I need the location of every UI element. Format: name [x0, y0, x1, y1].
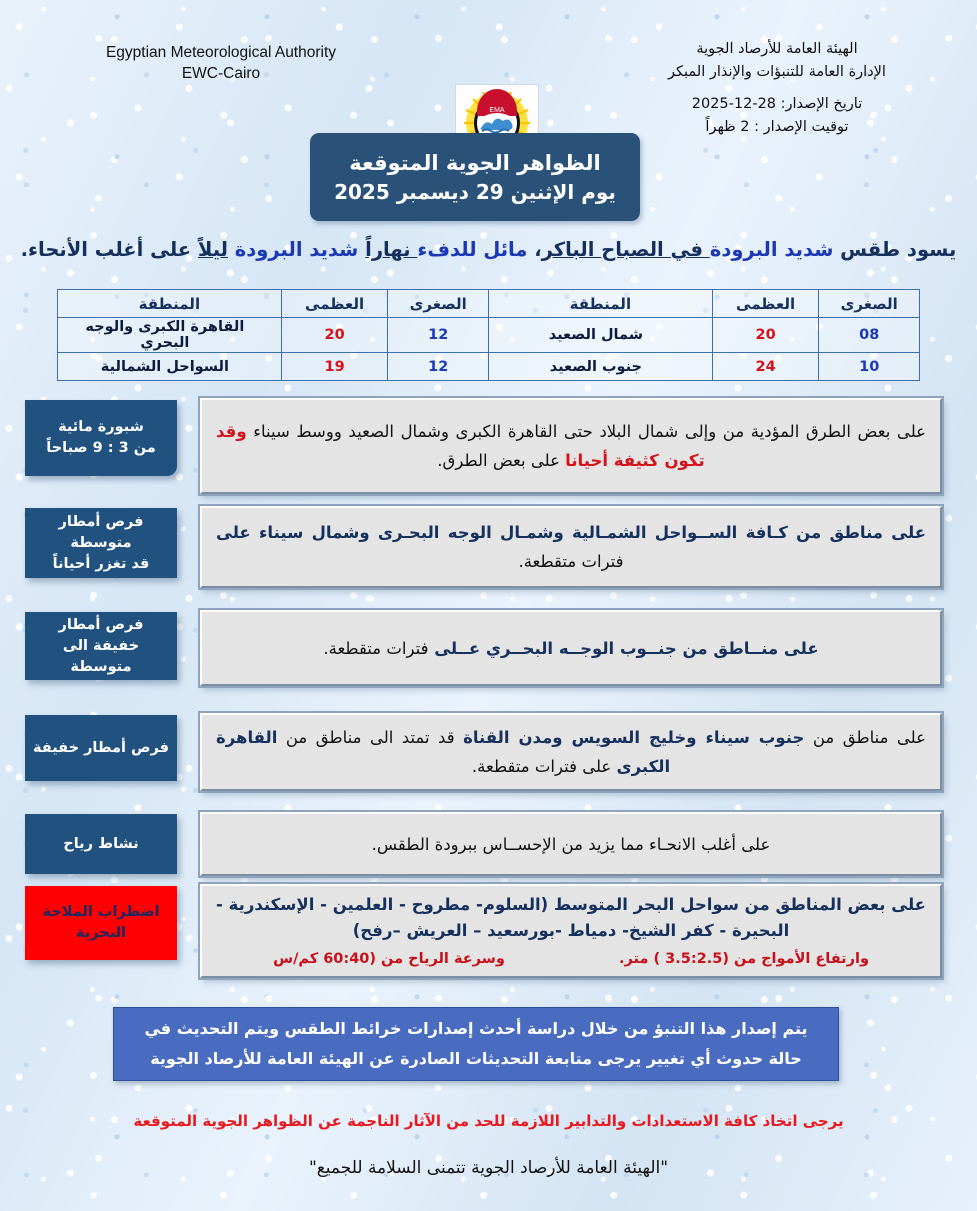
phenomenon-tag-moderate-rain	[25, 508, 177, 578]
summary-part-3: في الصباح الباكر	[541, 238, 710, 261]
svg-text:EMA: EMA	[489, 107, 505, 114]
header-min-right: الصغرى	[388, 290, 489, 318]
title-banner	[310, 133, 640, 221]
summary-part-8: ليلاً	[197, 238, 228, 261]
marine-desc-b: البحيرة - كفر الشيخ- دمياط -بورسعيد – العريش –رفح)	[352, 920, 790, 940]
header-center-en: EWC-Cairo	[181, 65, 261, 82]
header-region-right: المنطقة	[58, 290, 282, 318]
phenomenon-tag-fog	[25, 400, 177, 476]
marine-wave-height: وارتفاع الأمواج من (3.5:2.5 ) متر.	[619, 950, 869, 967]
phenomenon-description	[200, 506, 942, 588]
document-header	[0, 38, 977, 138]
summary-part-7: شديد البرودة	[228, 238, 366, 261]
tag-line-2: البحرية	[75, 925, 127, 941]
summary-part-1: يسود طقس	[833, 238, 957, 261]
phenomenon-tag-marine	[25, 886, 177, 960]
phenomenon-row-light-rain	[0, 713, 977, 797]
rain4-desc-d: القاهرة الكبرى	[216, 728, 671, 776]
table-header-row	[58, 290, 920, 318]
temperature-table	[57, 289, 920, 381]
fog-desc-b: وقد تكون كثيفة أحيانا	[216, 422, 705, 470]
tag-line-1: فرص أمطار متوسطة	[58, 513, 144, 551]
cell-min-left: 08	[819, 318, 920, 353]
marine-wind-speed: وسرعة الرياح من (60:40 كم/س	[273, 950, 505, 967]
header-department-ar: الإدارة العامة للتنبؤات والإنذار المبكر	[668, 64, 886, 80]
header-authority-en: Egyptian Meteorological Authority	[105, 44, 337, 61]
issue-date: تاريخ الإصدار: 28-12-2025	[691, 96, 863, 112]
tag-line-2: قد تغزر أحياناً	[52, 555, 150, 572]
phenomenon-row-marine	[0, 884, 977, 984]
header-max-right: العظمى	[281, 290, 388, 318]
closing-quote: "الهيئة العامة للأرصاد الجوية تتمنى السلامة للجميع"	[308, 1158, 669, 1178]
tag-line-1: شبورة مائية	[58, 419, 144, 435]
rain3-desc-a: على منــاطق من جنــوب الوجــه البحــري عــلى	[428, 638, 819, 658]
cell-region-left: شمال الصعيد	[489, 318, 713, 353]
phenomenon-description	[200, 610, 942, 686]
rain2-desc-c: فترات متقطعة.	[518, 552, 624, 571]
marine-desc-a: على بعض المناطق من سواحل البحر المتوسط (السلوم- مطروح - العلمين - الإسكندرية -	[216, 894, 926, 914]
update-notice	[113, 1007, 839, 1081]
rain3-desc-c: فترات متقطعة.	[323, 638, 429, 658]
page-title: الظواهر الجوية المتوقعة	[349, 150, 601, 175]
notice-line-1: يتم إصدار هذا التنبؤ من خلال دراسة أحدث إصدارات خرائط الطقس ويتم التحديث في حالة	[144, 1019, 808, 1068]
phenomenon-row-moderate-rain	[0, 506, 977, 594]
notice-line-2: حدوث أي تغيير يرجى متابعة التحديثات الصادرة عن الهيئة العامة للأرصاد الجوية	[150, 1049, 763, 1068]
fog-desc-c: على بعض الطرق.	[437, 451, 566, 470]
phenomenon-description	[200, 713, 942, 791]
rain4-desc-e: على فترات متقطعة.	[471, 757, 617, 776]
tag-line-1: نشاط رياح	[63, 835, 139, 852]
weather-summary	[0, 238, 977, 261]
phenomenon-tag-wind	[25, 814, 177, 874]
phenomenon-row-fog	[0, 398, 977, 498]
issue-time: توقيت الإصدار : 2 ظهراً	[705, 119, 849, 135]
cell-max-right: 19	[281, 353, 388, 381]
wind-desc-a: على أغلب الانحـاء مما يزيد من الإحســاس ببرودة الطقس.	[371, 834, 771, 854]
header-english-block	[56, 42, 386, 84]
summary-part-6: نهاراً	[365, 238, 418, 261]
rain4-desc-c: قد تمتد الى مناطق من	[277, 728, 464, 747]
header-min-left: الصغرى	[819, 290, 920, 318]
tag-line-2: خفيفة الى متوسطة	[62, 637, 140, 675]
rain4-desc-b: جنوب سيناء وخليج السويس ومدن القناة	[463, 728, 805, 747]
cell-min-right: 12	[388, 318, 489, 353]
phenomenon-tag-light-rain	[25, 715, 177, 781]
rain4-desc-a: على مناطق من	[804, 728, 926, 747]
phenomenon-description	[200, 398, 942, 494]
summary-part-4: ،	[527, 238, 542, 261]
tag-line-1: اضطراب الملاحة	[42, 904, 160, 920]
cell-min-right: 12	[388, 353, 489, 381]
cell-max-left: 20	[712, 318, 819, 353]
phenomenon-row-light-moderate-rain	[0, 610, 977, 692]
safety-warning: يرجى اتخاذ كافة الاستعدادات والتدابير اللازمة للحد من الآثار الناجمة عن الظواهر الجوية المتوقعة	[133, 1112, 844, 1130]
forecast-date: يوم الإثنين 29 ديسمبر 2025	[334, 179, 616, 204]
table-row	[58, 353, 920, 381]
summary-part-5: مائل للدفء	[417, 238, 528, 261]
cell-region-left: جنوب الصعيد	[489, 353, 713, 381]
header-max-left: العظمى	[712, 290, 819, 318]
summary-part-9: على أغلب الأنحاء.	[20, 238, 198, 261]
cell-region-right: السواحل الشمالية	[58, 353, 282, 381]
phenomenon-row-wind	[0, 812, 977, 882]
table-row	[58, 318, 920, 353]
cell-region-right: القاهرة الكبرى والوجه البحري	[58, 318, 282, 353]
phenomenon-tag-light-moderate-rain	[25, 612, 177, 680]
tag-line-1: فرص أمطار خفيفة	[33, 739, 170, 756]
phenomenon-description	[200, 812, 942, 876]
cell-max-left: 24	[712, 353, 819, 381]
cell-min-left: 10	[819, 353, 920, 381]
fog-desc-a: على بعض الطرق المؤدية من وإلى شمال البلاد حتى القاهرة الكبرى وشمال الصعيد ووسط سيناء	[246, 422, 926, 441]
tag-line-1: فرص أمطار	[58, 616, 144, 633]
cell-max-right: 20	[281, 318, 388, 353]
header-region-left: المنطقة	[489, 290, 713, 318]
rain2-desc-a: على مناطق من كـافة الســواحل الشمـالية وشمـال الوجه البحـرى وشمال سيناء على	[216, 523, 926, 542]
header-arabic-block	[607, 38, 947, 139]
header-authority-ar: الهيئة العامة للأرصاد الجوية	[696, 41, 858, 57]
summary-part-2: شديد البرودة	[709, 238, 834, 261]
tag-line-2: من 3 : 9 صباحاً	[46, 440, 156, 456]
phenomenon-description	[200, 884, 942, 978]
